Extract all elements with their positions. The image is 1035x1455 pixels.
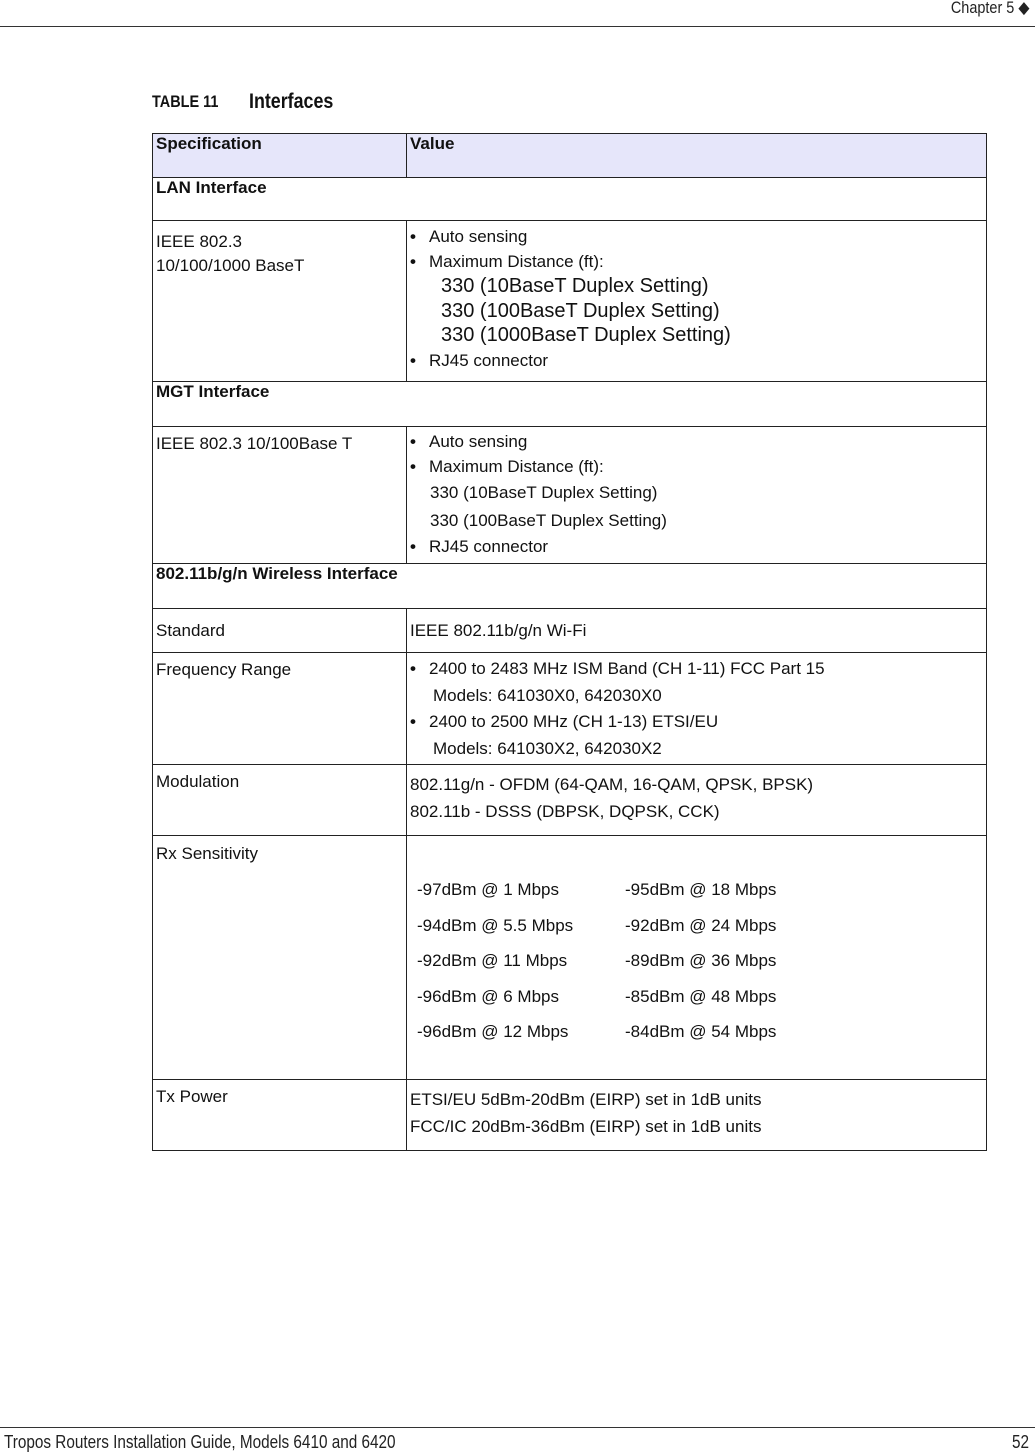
distance-item: 330 (100BaseT Duplex Setting) [441,299,720,322]
rx-value: -89dBm @ 36 Mbps [625,951,777,970]
spec-cell-tx-power: Tx Power [153,1080,407,1151]
rx-value: -85dBm @ 48 Mbps [625,986,777,1006]
value-cell-rx-sensitivity [407,836,987,1080]
bullet-item: • 2400 to 2500 MHz (CH 1-13) ETSI/EU [410,709,983,735]
bullet-item: • Maximum Distance (ft): [410,454,983,479]
guide-title: Tropos Routers Installation Guide, Models 6410 and 6420 [4,1432,396,1452]
value-cell-frequency [407,653,987,765]
chapter-label: Chapter 5 ◆ [950,0,1029,17]
rx-value: -96dBm @ 12 Mbps [417,1022,569,1041]
interfaces-table [152,133,987,1151]
value-cell-modulation [407,765,987,836]
spec-cell-lan [153,221,407,382]
models-item: Models: 641030X2, 642030X2 [433,739,662,758]
rx-value: -94dBm @ 5.5 Mbps [417,915,574,935]
modulation-text: 802.11g/n - OFDM (64-QAM, 16-QAM, QPSK, BPSK) [410,775,814,794]
bullet-item: • RJ45 connector [410,534,983,559]
table-row-tx-power [153,1080,987,1151]
rx-value: -95dBm @ 18 Mbps [625,880,777,899]
section-row-mgt [153,382,987,427]
table-number: TABLE 11 [152,92,219,111]
spec-text: 10/100/1000 BaseT [156,256,305,275]
bullet-item: • Auto sensing [410,224,983,249]
section-title-lan: LAN Interface [153,178,987,221]
modulation-text: 802.11b - DSSS (DBPSK, DQPSK, CCK) [410,802,720,821]
rx-value: -96dBm @ 6 Mbps [417,986,559,1006]
bullet-item: • 2400 to 2483 MHz ISM Band (CH 1-11) FCC Part 15 [410,655,983,682]
table-row-modulation [153,765,987,836]
value-cell-standard: IEEE 802.11b/g/n Wi-Fi [407,609,987,653]
distance-item: 330 (1000BaseT Duplex Setting) [441,324,731,346]
table-row-rx-sensitivity [153,836,987,1080]
table-header-row [153,134,987,178]
distance-item: 330 (10BaseT Duplex Setting) [430,483,658,502]
spec-cell-frequency: Frequency Range [153,653,407,765]
column-header-specification: Specification [153,134,407,178]
spec-cell-standard: Standard [153,609,407,653]
column-header-value: Value [407,134,987,178]
section-row-lan [153,178,987,221]
rx-value: -92dBm @ 11 Mbps [417,951,568,970]
rx-value: -97dBm @ 1 Mbps [417,880,559,899]
tx-power-text: FCC/IC 20dBm-36dBm (EIRP) set in 1dB units [410,1117,762,1136]
table-row-mgt [153,427,987,564]
bullet-item: • Auto sensing [410,429,983,454]
rx-value: -92dBm @ 24 Mbps [625,915,777,935]
value-cell-tx-power [407,1080,987,1151]
section-row-wireless [153,564,987,609]
value-cell-mgt [407,427,987,564]
bullet-item: • Maximum Distance (ft): [410,249,983,274]
table-row-frequency [153,653,987,765]
table-caption [152,90,334,113]
rx-sensitivity-grid [417,872,983,1050]
section-title-mgt: MGT Interface [153,382,987,427]
table-row-standard [153,609,987,653]
spec-text: IEEE 802.3 [156,232,243,251]
table-row-lan [153,221,987,382]
spec-cell-modulation: Modulation [153,765,407,836]
bullet-item: • RJ45 connector [410,348,983,373]
value-cell-lan [407,221,987,382]
section-title-wireless: 802.11b/g/n Wireless Interface [153,564,987,609]
distance-item: 330 (10BaseT Duplex Setting) [441,275,709,297]
tx-power-text: ETSI/EU 5dBm-20dBm (EIRP) set in 1dB units [410,1090,762,1109]
spec-cell-mgt: IEEE 802.3 10/100Base T [153,427,407,564]
page-header [0,0,1035,27]
rx-value: -84dBm @ 54 Mbps [625,1022,777,1041]
spec-cell-rx-sensitivity: Rx Sensitivity [153,836,407,1080]
table-title: Interfaces [249,90,334,113]
distance-item: 330 (100BaseT Duplex Setting) [430,510,667,530]
page-footer [0,1427,1035,1455]
models-item: Models: 641030X0, 642030X0 [433,686,662,705]
page-number: 52 [1011,1432,1029,1452]
